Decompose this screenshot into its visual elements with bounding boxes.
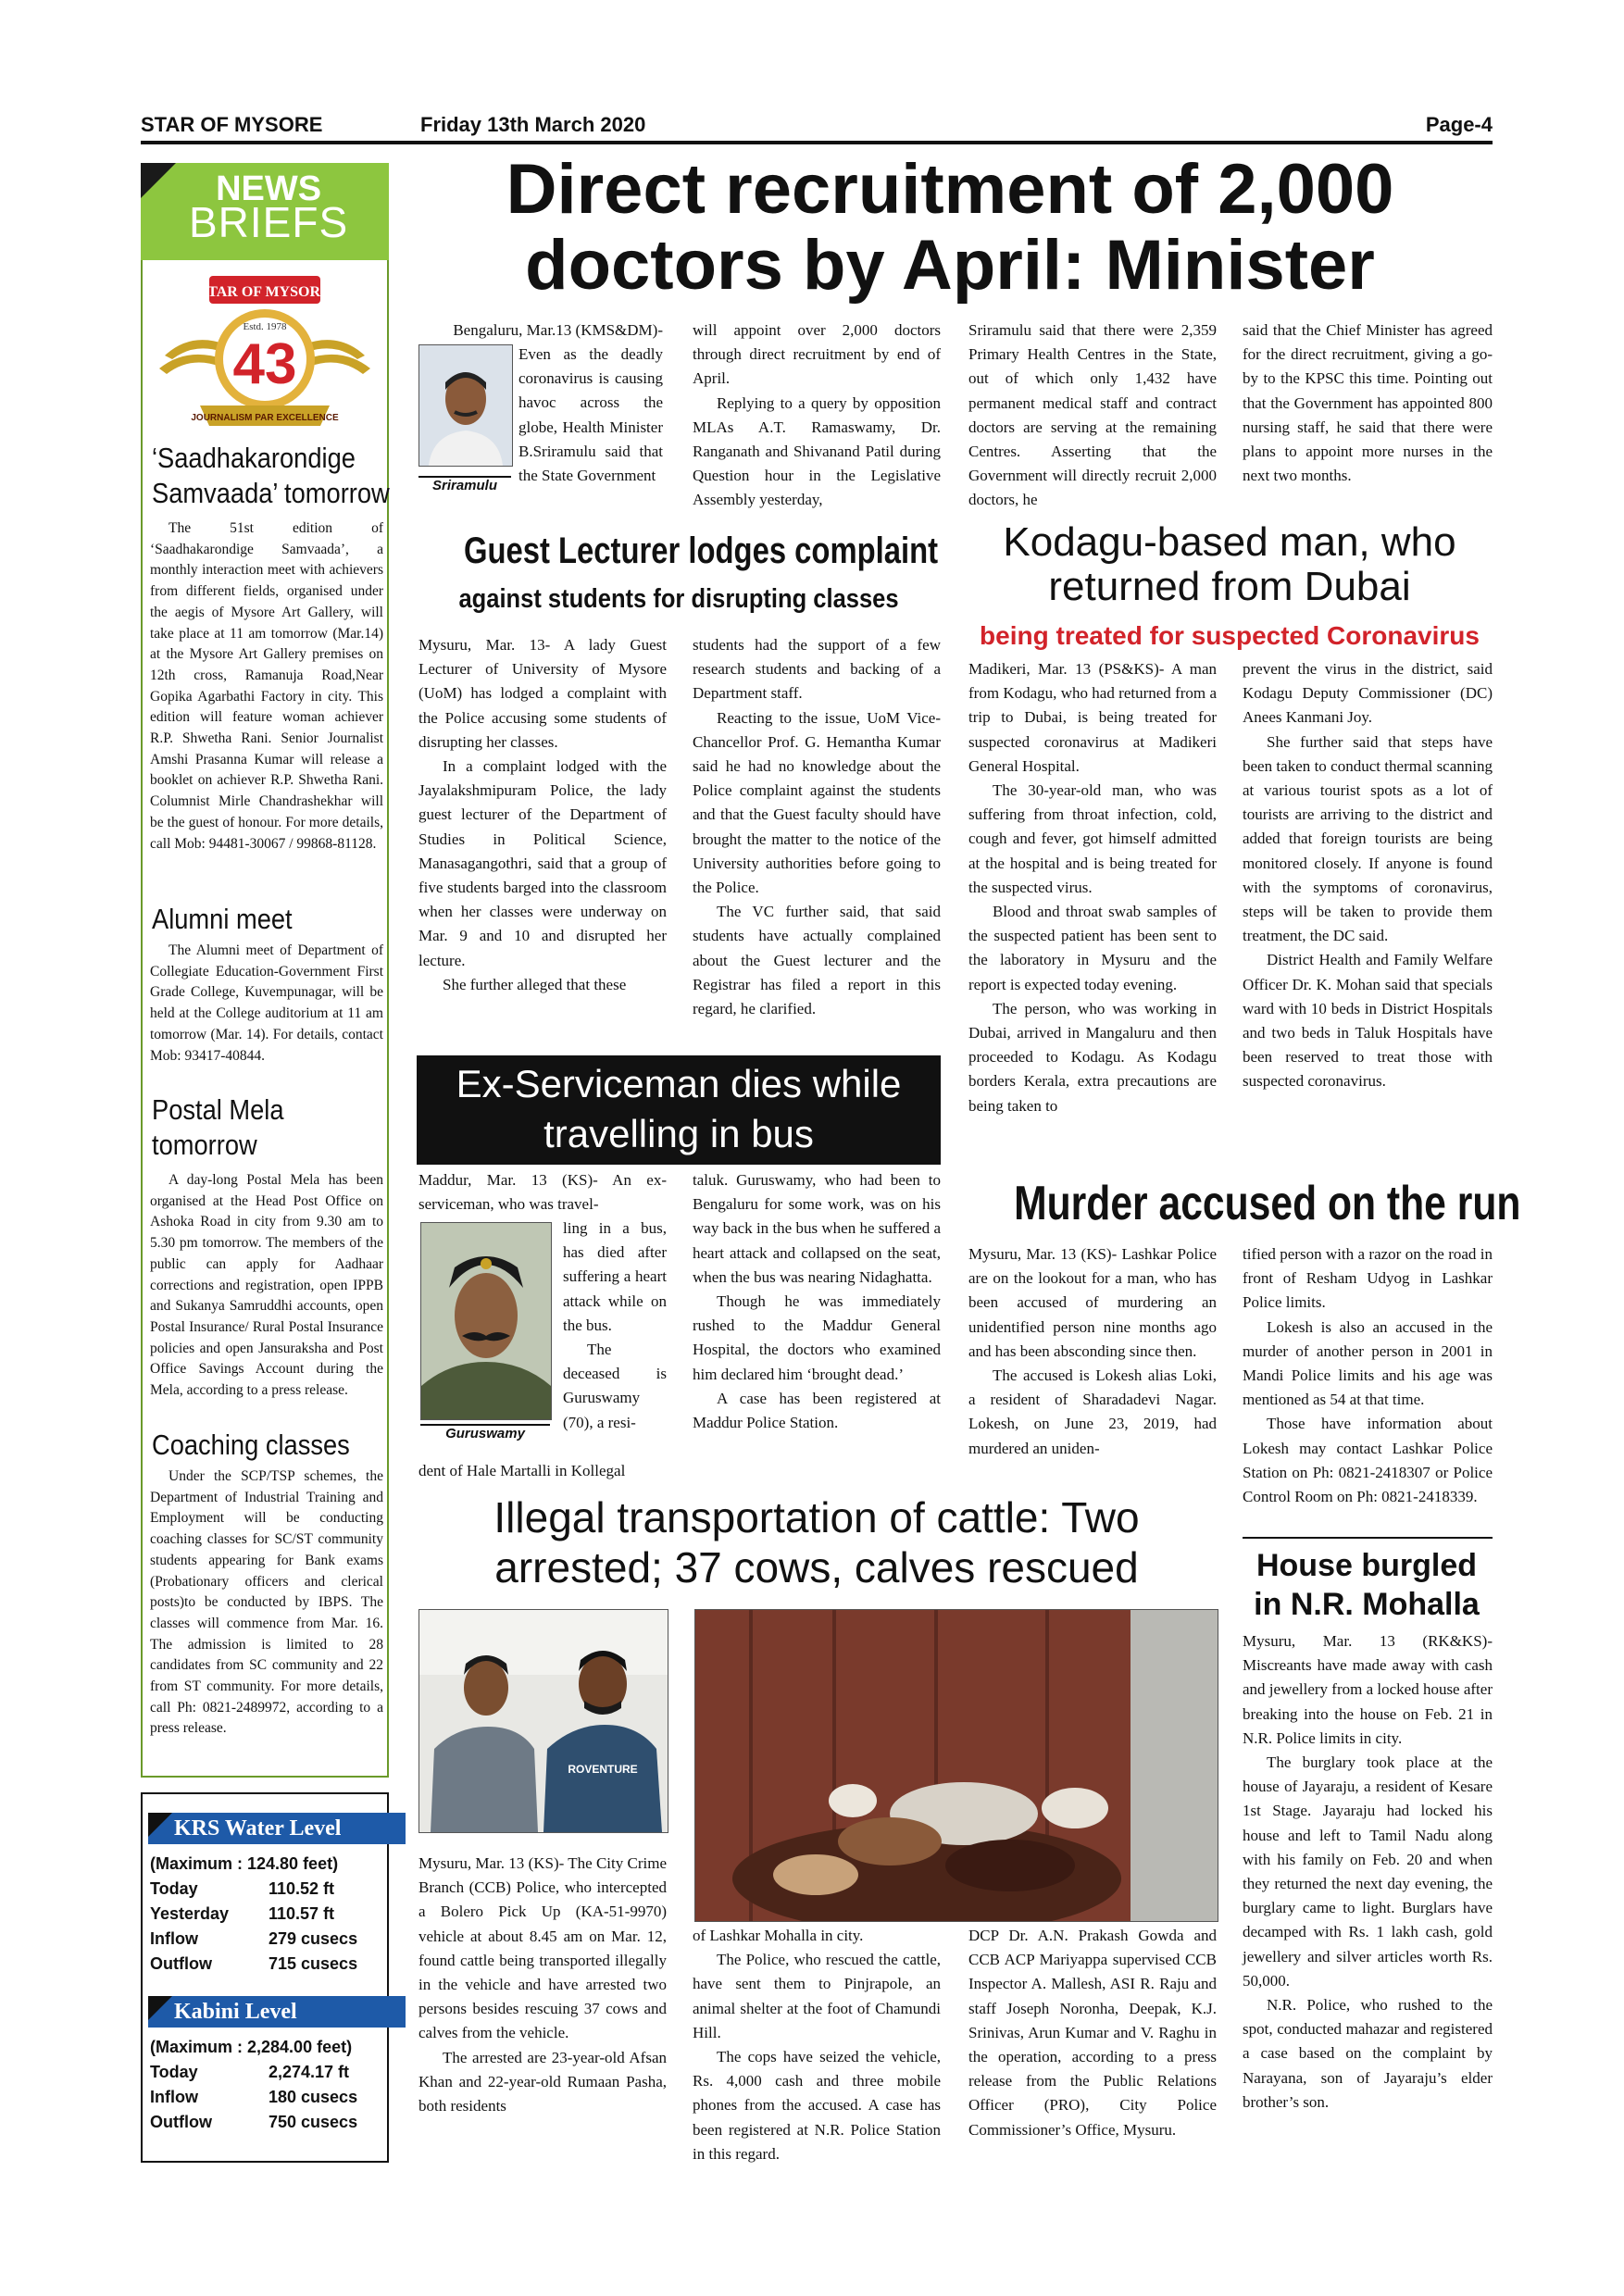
news-briefs-title-1: NEWS — [216, 169, 322, 208]
main-story-col4: said that the Chief Minister has agreed for the direct recruitment, giving a go-by to the KPSC this time. Pointing out that the Government has appointed 800 nursing staff, he said that there were plans to appoint more nurses in the next two months. — [1243, 321, 1493, 485]
logo-number: 43 — [232, 332, 297, 396]
issue-date: Friday 13th March 2020 — [420, 113, 646, 136]
exservice-col2: taluk. Guruswamy, who had been to Bengaluru for some work, was on his way back in the bus when he suffered a heart attack and collapsed on the seat, when the bus was nearing Nidaghatta. Though he was immediately rushed to the Maddur General Hospital, the doctors who examined him declared him ‘brought dead.’ A case has been registered at Maddur Police Station. — [693, 1171, 941, 1432]
kabini-max: (Maximum : 2,284.00 feet) — [150, 2038, 353, 2056]
brief-3-title: Postal Mela tomorrow — [152, 1093, 284, 1161]
logo-ribbon: JOURNALISM PAR EXCELLENCE — [191, 413, 339, 423]
house-headline: House burgled in N.R. Mohalla — [1254, 1548, 1480, 1622]
news-briefs-title-2: BRIEFS — [189, 198, 349, 246]
masthead — [141, 109, 1493, 141]
water-level-box — [141, 1792, 389, 2163]
exservice-col1-tail: dent of Hale Martalli in Kollegal — [418, 1462, 626, 1479]
guest-col1: Mysuru, Mar. 13- A lady Guest Lecturer of University of Mysore (UoM) has lodged a complaint with the Police accusing some students of disrupting her classes. In a complaint lodged with the Jayalakshmipuram Police, the lady guest lecturer of the Department of Studies in Political Science, Manasagangothri, said that a group of five students barged into the classroom when her classes were underway on Mar. 9 and 10 and disrupted her lecture. She further alleged that these — [418, 636, 667, 993]
krs-tab-corner — [148, 1813, 172, 1837]
sriramulu-photo — [418, 344, 513, 467]
murder-rule — [1243, 1537, 1493, 1539]
guest-subhead: against students for disrupting classes — [458, 584, 899, 614]
krs-max: (Maximum : 124.80 feet) — [150, 1854, 339, 1873]
kabini-tab-corner — [148, 1996, 172, 2020]
brief-2-text: The Alumni meet of Department of Collegiate Education-Government First Grade College, Kuvempunagar, will be held at the College auditorium at 11 am tomorrow (Mar. 14). For details, contact Mob: 93417-40844. — [150, 942, 383, 1064]
brief-1-text: The 51st edition of ‘Saadhakarondige Samvaada’, a monthly interaction meet with achievers from different fields, organised under the aegis of Mysore Art Gallery, will take place at 11 am tomorrow (Mar.14) at the Mysore Art Gallery premises on 12th cross, Ramanuja Road,Near Gopika Agarbathi Factory in city. This edition will feature woman achiever R.P. Shwetha Rani. Senior Journalist Amshi Prasanna Kumar will release a booklet on achiever R.P. Shwetha Rani. Columnist Mirle Chandrashekhar will be the guest of honour. For more details, call Mob: 94481-30067 / 99868-81128. — [150, 520, 383, 852]
sriramulu-caption: Sriramulu — [418, 476, 511, 493]
guest-headline: Guest Lecturer lodges complaint — [463, 530, 939, 571]
cattle-photo — [694, 1609, 1218, 1922]
kabini-row: Inflow 180 cusecs — [150, 2088, 358, 2106]
kabini-row: Outflow 750 cusecs — [150, 2113, 358, 2131]
kabini-title: Kabini Level — [148, 1996, 406, 2028]
krs-row: Today 110.52 ft — [150, 1879, 335, 1898]
main-story-col1-wrap: Even as the deadly coronavirus is causing havoc across the globe, Health Minister B.Sriramulu said that the State Government — [518, 345, 663, 485]
paper-name: STAR OF MYSORE — [141, 113, 323, 136]
kodagu-headline: Kodagu-based man, who returned from Dubai — [1003, 519, 1456, 609]
cattle-col3: DCP Dr. A.N. Prakash Gowda and CCB ACP Mariyappa supervised CCB Inspector A. Mallesh, ASI R. Raju and staff Joseph Noronha, Deepak, K.J. Srinivas, Arun Kumar and V. Raghu in the operation, according to a press release from the Public Relations Officer (PRO), City Police Commissioner’s Office, Mysuru. — [968, 1927, 1217, 2139]
exservice-headline: Ex-Serviceman dies while travelling in bus — [456, 1062, 902, 1155]
cattle-col1: Mysuru, Mar. 13 (KS)- The City Crime Branch (CCB) Police, who intercepted a Bolero Pick Up (KA-51-9970) vehicle at about 8.45 am on Mar. 12, found cattle being transported illegally in the vehicle and have arrested two persons besides rescuing 37 cows and calves from the vehicle. The arrested are 23-year-old Afsan Khan and 22-year-old Rumaan Pasha, both residents — [418, 1854, 667, 2115]
anniversary-logo — [154, 267, 376, 439]
main-story-col1: Bengaluru, Mar.13 (KMS&DM)- — [453, 321, 663, 339]
kodagu-subhead: being treated for suspected Coronavirus — [980, 621, 1480, 650]
murder-headline: Murder accused on the run — [1014, 1177, 1521, 1230]
exservice-col1-wrap: ling in a bus, has died after suffering a heart attack while on the bus. The deceased is Guruswamy (70), a resi- — [563, 1219, 667, 1431]
main-headline: Direct recruitment of 2,000 doctors by April: Minister — [506, 150, 1394, 306]
logo-estd: Estd. 1978 — [243, 321, 287, 332]
guruswamy-photo — [420, 1222, 552, 1420]
brief-2-title: Alumni meet — [152, 903, 293, 935]
news-briefs-title — [189, 169, 349, 246]
krs-row: Inflow 279 cusecs — [150, 1929, 358, 1948]
murder-col1: Mysuru, Mar. 13 (KS)- Lashkar Police are on the lookout for a man, who has been accused of murdering an unidentified person nine months ago and has been absconding since then. The accused is Lokesh alias Loki, a resident of Sharadadevi Nagar. Lokesh, on June 23, 2019, had murdered an uniden- — [968, 1245, 1217, 1457]
accused-photo — [418, 1609, 668, 1833]
cattle-headline: Illegal transportation of cattle: Two arrested; 37 cows, calves rescued — [493, 1493, 1140, 1591]
guruswamy-caption: Guruswamy — [420, 1424, 550, 1441]
masthead-rule — [141, 141, 1493, 144]
shirt-text: ROVENTURE — [568, 1763, 638, 1776]
house-story: Mysuru, Mar. 13 (RK&KS)- Miscreants have made away with cash and jewellery from a locked house after breaking into the house on Feb. 21 in N.R. Police limits in city. The burglary took place at the house of Jayaraju, a resident of Kesare 1st Stage. Jayaraju had locked his house and left to Tamil Nadu along with his family on Feb. 20 and when they returned the next day evening, the burglary came to light. Burglars have decamped with Rs. 1 lakh cash, gold jewellery and silver articles worth Rs. 50,000. N.R. Police, who rushed to the spot, conducted mahazar and registered a case based on the complaint by Narayana, son of Jayaraju’s elder brother’s son. — [1243, 1632, 1493, 2111]
news-briefs-corner — [141, 163, 176, 198]
logo-top-text: STAR OF MYSORE — [199, 284, 331, 300]
kodagu-col1: Madikeri, Mar. 13 (PS&KS)- A man from Kodagu, who had returned from a trip to Dubai, is being treated for suspected coronavirus at Madikeri General Hospital. The 30-year-old man, who was suffering from throat infection, cold, cough and fever, got himself admitted at the hospital and is being treated for the suspected virus. Blood and throat swab samples of the suspected patient has been sent to the laboratory in Mysuru and the report is expected today evening. The person, who was working in Dubai, arrived in Mangaluru and then proceeded to Kodagu. As Kodagu borders Kerala, extra precautions are being taken to — [968, 660, 1217, 1115]
brief-1-title: ‘Saadhakarondige Samvaada’ tomorrow — [152, 442, 390, 509]
main-story-col2: will appoint over 2,000 doctors through direct recruitment by end of April. Replying to a query by opposition MLAs A.T. Ramaswamy, Dr. Ranganath and Shivanand Patil during Question hour in the Legislative Assembly yesterday, — [693, 321, 941, 509]
krs-row: Outflow 715 cusecs — [150, 1954, 358, 1973]
page-number: Page-4 — [1425, 113, 1493, 136]
brief-3-text: A day-long Postal Mela has been organised at the Head Post Office on Ashoka Road in city from 9.30 am to 5.30 pm tomorrow. The members of the public can apply for Aadhaar corrections and registration, open IPPB and Sukanya Samruddhi accounts, open Postal Insurance/ Rural Postal Insurance policies and open Jansuraksha and Post Office Savings Account during the Mela, according to a press release. — [150, 1172, 383, 1399]
krs-row: Yesterday 110.57 ft — [150, 1904, 335, 1923]
krs-title: KRS Water Level — [148, 1813, 406, 1844]
brief-4-title: Coaching classes — [152, 1429, 350, 1461]
main-story-col3: Sriramulu said that there were 2,359 Primary Health Centres in the State, out of which only 1,432 have permanent medical staff and contract doctors are serving at the remaining Centres. Asserting that the Government will directly recruit 2,000 doctors, he — [968, 321, 1217, 509]
exservice-col1-lead: Maddur, Mar. 13 (KS)- An ex-serviceman, who was travel- — [418, 1171, 667, 1214]
kodagu-col2: prevent the virus in the district, said Kodagu Deputy Commissioner (DC) Anees Kanmani Joy. She further said that steps have been taken to conduct thermal scanning at various tourist spots as a lot of tourists are arriving to the district and added that foreign tourists are being monitored closely. If anyone is found with the symptoms of coronavirus, steps will be taken to provide them treatment, the DC said. District Health and Family Welfare Officer Dr. K. Mohan said that specials ward with 10 beds in District Hospitals and two beds in Taluk Hospitals have been reserved to treat those with suspected coronavirus. — [1243, 660, 1493, 1091]
murder-col2: tified person with a razor on the road in front of Resham Udyog in Lashkar Police limits. Lokesh is also an accused in the murder of another person in 2001 in Mandi Police limits and his age was mentioned as 54 at that time. Those have information about Lokesh may contact Lashkar Police Station on Ph: 0821-2418307 or Police Control Room on Ph: 0821-2418339. — [1243, 1245, 1493, 1506]
guest-col2: students had the support of a few research students and backing of a Department staff. Reacting to the issue, UoM Vice-Chancellor Prof. G. Hemantha Kumar said he had no knowledge about the Police complaint against the students and that the Guest faculty should have brought the matter to the notice of the University authorities before going to the Police. The VC further said, that said students have actually complained about the Guest lecturer and the Registrar has filed a report in this regard, he clarified. — [693, 636, 941, 1018]
cattle-col2: of Lashkar Mohalla in city. The Police, who rescued the cattle, have sent them to Pinjrapole, an animal shelter at the foot of Chamundi Hill. The cops have seized the vehicle, Rs. 4,000 cash and three mobile phones from the accused. A case has been registered at N.R. Police Station in this regard. — [693, 1927, 941, 2163]
kabini-row: Today 2,274.17 ft — [150, 2063, 350, 2081]
brief-4-text: Under the SCP/TSP schemes, the Department of Industrial Training and Employment will be conducting coaching classes for SC/ST community students appearing for Bank exams (Probationary officers and clerical posts)to be conducted by IBPS. The classes will commence from Mar. 16. The admission is limited to 28 candidates from SC community and 22 from ST community. For more details, call Ph: 0821-2489972, according to a press release. — [150, 1468, 383, 1737]
